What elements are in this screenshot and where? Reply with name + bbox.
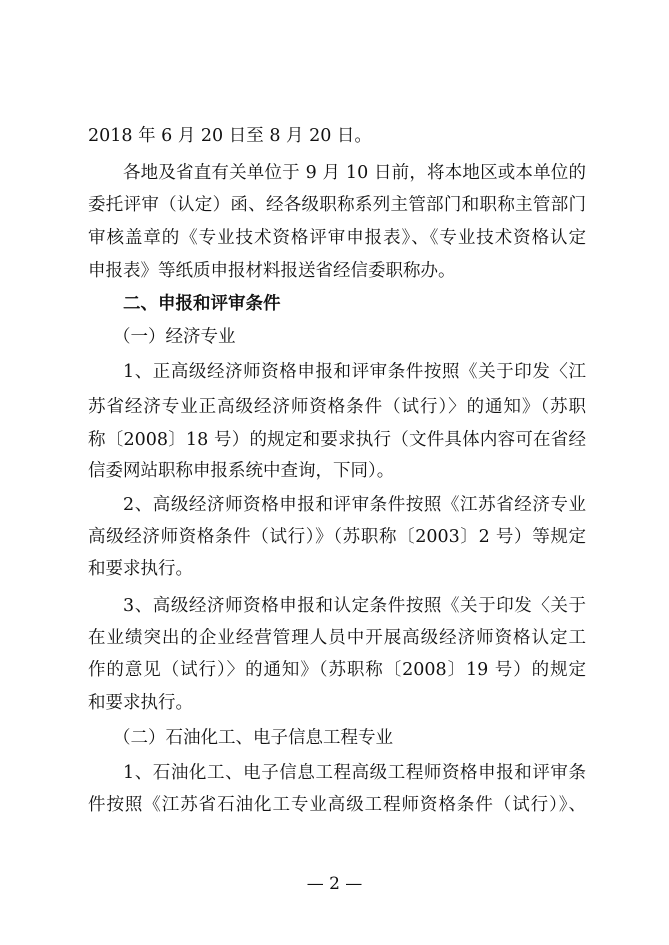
text-line-20: 1、石油化工、电子信息工程高级工程师资格申报和评审条 <box>123 763 586 783</box>
text-line-3: 委托评审（认定）函、经各级职称系列主管部门和职称主管部门 <box>88 195 586 215</box>
text-line-13: 高级经济师资格条件（试行）》（苏职称〔2003〕2 号）等规定 <box>88 527 586 547</box>
text-line-15: 3、高级经济师资格申报和认定条件按照《关于印发〈关于 <box>123 596 586 616</box>
text-line-16: 在业绩突出的企业经营管理人员中开展高级经济师资格认定工 <box>88 628 586 648</box>
text-line-9: 苏省经济专业正高级经济师资格条件（试行）〉的通知》（苏职 <box>88 397 586 417</box>
text-line-14: 和要求执行。 <box>88 559 193 579</box>
subsection-heading-1: （一）经济专业 <box>113 327 236 347</box>
text-line-12: 2、高级经济师资格申报和评审条件按照《江苏省经济专业 <box>123 495 586 515</box>
page-number: — 2 — <box>306 874 363 894</box>
text-line-8: 1、正高级经济师资格申报和评审条件按照《关于印发〈江 <box>123 362 586 382</box>
text-line-5: 申报表》等纸质申报材料报送省经信委职称办。 <box>88 261 456 281</box>
text-line-17: 作的意见（试行）〉的通知》（苏职称〔2008〕19 号）的规定 <box>88 660 586 680</box>
text-line-21: 件按照《江苏省石油化工专业高级工程师资格条件（试行）》、 <box>88 795 586 815</box>
subsection-heading-2: （二）石油化工、电子信息工程专业 <box>113 728 393 748</box>
text-line-10: 称〔2008〕18 号）的规定和要求执行（文件具体内容可在省经 <box>88 430 586 450</box>
text-line-4: 审核盖章的《专业技术资格评审申报表》、《专业技术资格认定 <box>88 228 586 248</box>
text-line-2: 各地及省直有关单位于 9 月 10 日前，将本地区或本单位的 <box>123 163 586 183</box>
text-line-18: 和要求执行。 <box>88 693 193 713</box>
section-heading: 二、申报和评审条件 <box>123 294 281 314</box>
text-line-11: 信委网站职称申报系统中查询，下同）。 <box>88 461 395 481</box>
text-line-1: 2018 年 6 月 20 日至 8 月 20 日。 <box>88 126 372 146</box>
